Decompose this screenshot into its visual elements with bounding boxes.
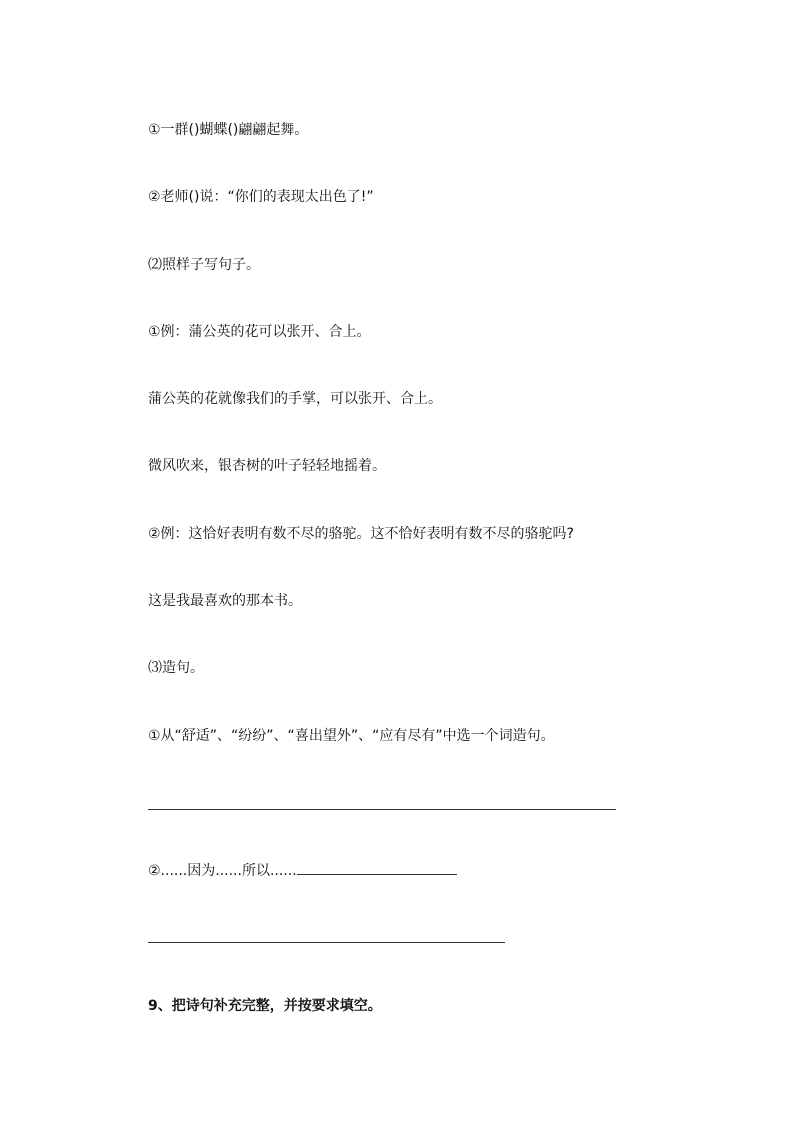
answer-blank-inline[interactable]	[297, 862, 457, 875]
exercise-1: 微风吹来，银杏树的叶子轻轻地摇着。	[148, 458, 386, 474]
example-1: ①例：蒲公英的花可以张开、合上。	[148, 324, 371, 340]
make-sentence-2-prompt: ②......因为......所以......	[148, 863, 297, 879]
answer-line-1[interactable]	[148, 809, 616, 810]
example-1-answer: 蒲公英的花就像我们的手掌，可以张开、合上。	[148, 391, 442, 407]
exercise-2: 这是我最喜欢的那本书。	[148, 593, 302, 609]
sentence-2: ②老师()说：“你们的表现太出色了!”	[148, 189, 374, 205]
question-9-heading: 9、把诗句补充完整，并按要求填空。	[148, 998, 382, 1014]
section-heading-3: ⑶造句。	[148, 660, 204, 676]
make-sentence-1-prompt: ①从“舒适”、“纷纷”、“喜出望外”、“应有尽有”中选一个词造句。	[148, 728, 555, 744]
section-heading-2: ⑵照样子写句子。	[148, 257, 260, 273]
make-sentence-2-row	[148, 861, 457, 881]
answer-line-2[interactable]	[148, 942, 505, 943]
sentence-1: ①一群()蝴蝶()翩翩起舞。	[148, 122, 309, 138]
example-2: ②例：这恰好表明有数不尽的骆驼。这不恰好表明有数不尽的骆驼吗?	[148, 526, 574, 542]
